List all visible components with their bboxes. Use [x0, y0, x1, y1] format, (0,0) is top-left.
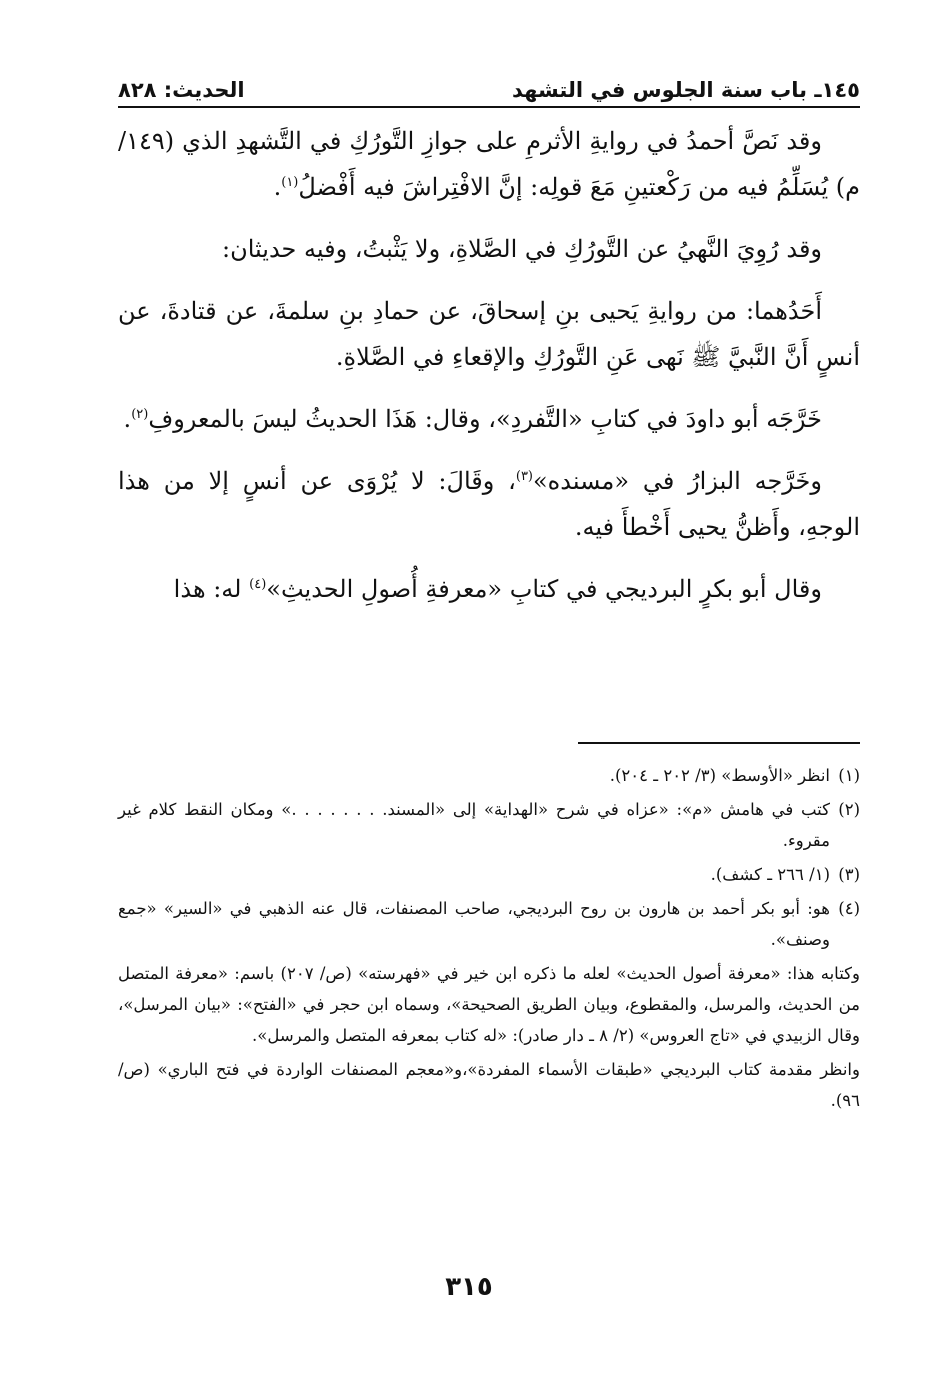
footnote-separator	[578, 742, 860, 744]
hadith-reference: الحديث: ٨٢٨	[118, 78, 245, 102]
paragraph	[118, 396, 860, 442]
footnote-marker: (٤)	[249, 577, 267, 592]
footnote-number: (٢)	[838, 800, 860, 819]
footnote-number: (١)	[838, 766, 860, 785]
footnotes	[118, 760, 860, 1119]
paragraph-text: أَحَدُهما: من روايةِ يَحيى بنِ إسحاقَ، عن حمادِ بنِ سلمةَ، عن قتادةَ، عن أنسٍ أَنَّ النَّبيَّ ﷺ نَهى عَنِ التَّورُكِ والإقعاءِ في الصَّلاةِ.	[118, 297, 860, 371]
footnote-text: هو: أبو بكر أحمد بن هارون بن روح البرديجي، صاحب المصنفات، قال عنه الذهبي في «السير» «جمع وصنف».	[118, 899, 830, 949]
header-rule	[118, 106, 860, 108]
paragraph-text: وخَرَّجه البزارُ في «مسنده»	[533, 467, 822, 495]
paragraph-tail: ، وقَالَ: لا يُرْوَى عن أنسٍ إلا من هذا الوجهِ، وأَظنُّ يحيى أَخْطأَ فيه.	[118, 467, 860, 541]
footnote-2	[118, 794, 860, 856]
footnote-text: كتب في هامش «م»: «عزاه في شرح «الهداية» إلى «المسند. . . . . . . .» ومكان النقط كلام غير مقروء.	[118, 800, 830, 850]
footnote-marker: (١)	[281, 175, 299, 190]
footnote-number: (٤)	[838, 899, 860, 918]
footnote-text: انظر «الأوسط» (٣/ ٢٠٢ ـ ٢٠٤).	[609, 766, 830, 785]
footnote-4	[118, 893, 860, 955]
footnote-marker: (٢)	[131, 407, 149, 422]
paragraph-text: خَرَّجَه أبو داودَ في كتابِ «التَّفردِ»، وقال: هَذَا الحديثُ ليسَ بالمعروفِ	[148, 405, 822, 433]
paragraph	[118, 118, 860, 210]
paragraph-text: وقد نَصَّ أحمدُ في روايةِ الأثرمِ على جوازِ التَّورُكِ في التَّشهدِ الذي (١٤٩/م) يُسَلِّمُ فيه من رَكْعتينِ مَعَ قولِه: إنَّ الافْتِراشَ فيه أَفْضلُ	[118, 127, 860, 201]
footnote-text: (١/ ٢٦٦ ـ كشف).	[710, 865, 830, 884]
footnote-1	[118, 760, 860, 791]
paragraph-tail: .	[273, 173, 282, 201]
footnote-4-continuation: وانظر مقدمة كتاب البرديجي «طبقات الأسماء المفردة»،و«معجم المصنفات الواردة في فتح الباري» (ص/ ٩٦).	[118, 1060, 860, 1110]
paragraph	[118, 288, 860, 380]
footnote-marker: (٣)	[515, 469, 533, 484]
footnote-3	[118, 859, 860, 890]
page-number: ٣١٥	[445, 1272, 493, 1302]
paragraph	[118, 226, 860, 272]
main-text	[118, 118, 860, 628]
chapter-title: ١٤٥ـ باب سنة الجلوس في التشهد	[512, 78, 860, 102]
footnote-4-continuation: وكتابه هذا: «معرفة أصول الحديث» لعله ما ذكره ابن خير في «فهرسته» (ص/ ٢٠٧) باسم: «معرفة المتصل من الحديث، والمرسل، والمقطوع، وبيان الطريق الصحيحة»، وسماه ابن حجر في «الفتح»: «بيان المرسل»، وقال الزبيدي في «تاج العروس» (٢/ ٨ ـ دار صادر): «له كتاب بمعرفه المتصل والمرسل».	[118, 964, 860, 1045]
running-header	[118, 62, 860, 102]
paragraph	[118, 566, 860, 612]
paragraph	[118, 458, 860, 550]
paragraph-tail: له: هذا	[173, 575, 250, 603]
footnote-number: (٣)	[838, 865, 860, 884]
paragraph-tail: .	[123, 405, 132, 433]
paragraph-text: وقال أبو بكرٍ البرديجي في كتابِ «معرفةِ أُصولِ الحديثِ»	[266, 575, 822, 603]
paragraph-text: وقد رُوِيَ النَّهيُ عن التَّورُكِ في الصَّلاةِ، ولا يَثْبتُ، وفيه حديثان:	[222, 235, 822, 263]
